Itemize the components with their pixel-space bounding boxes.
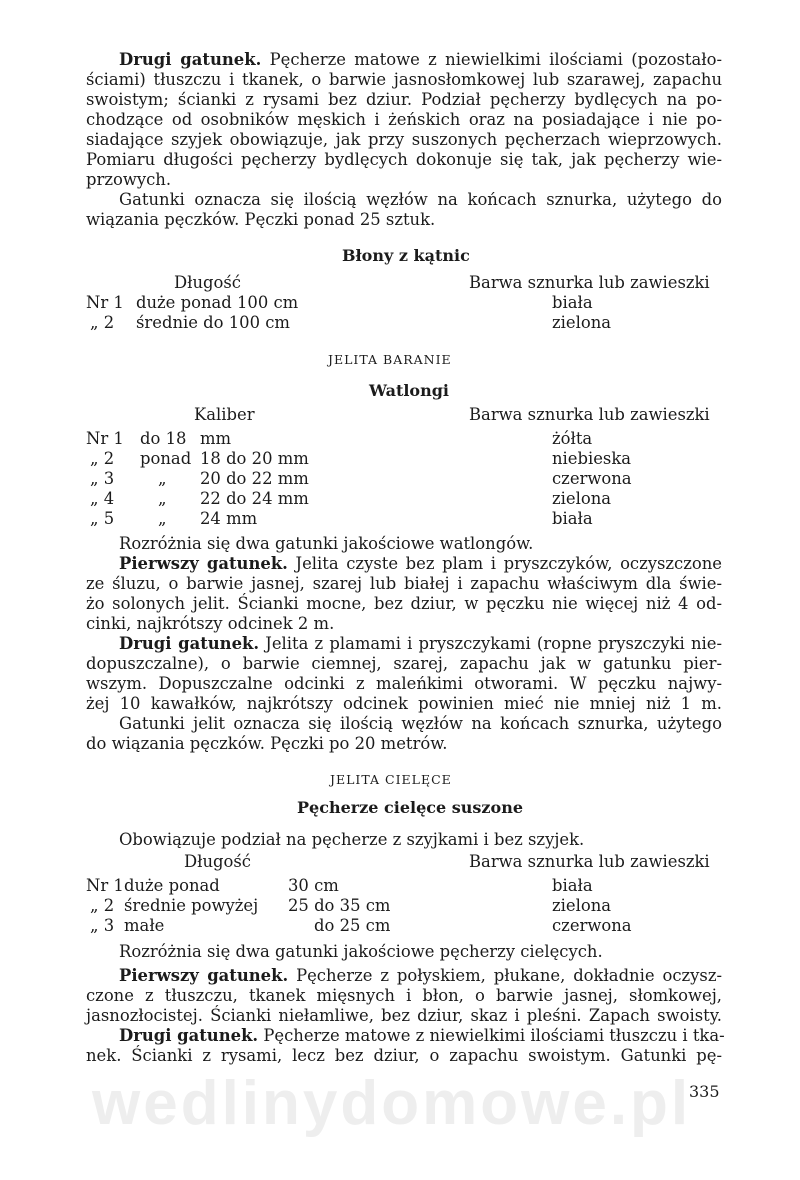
text-line: Drugi gatunek. Jelita z plamami i pryszczykami (ropne pryszczyki nie- (119, 634, 722, 653)
page-number: 335 (689, 1082, 720, 1101)
row-number: „ 5 (90, 509, 115, 528)
text-line: siadające szyjek obowiązuje, jak przy suszonych pęcherzach wieprzowych. (86, 130, 722, 149)
row-description: duże ponad 100 cm (136, 293, 299, 312)
row-range-b: mm (200, 429, 232, 448)
row-number: Nr 1 (86, 876, 124, 895)
row-color: zielona (552, 896, 612, 915)
watermark: wedlinydomowe.pl (92, 1069, 692, 1138)
text-line: Pomiaru długości pęcherzy bydlęcych dokonuje się tak, jak pęcherzy wie- (86, 150, 722, 169)
row-range: do 25 cm (314, 916, 391, 935)
row-range-b: 18 do 20 mm (200, 449, 309, 468)
text-line: wszym. Dopuszczalne odcinki z maleńkimi otworami. W pęczku najwy- (86, 674, 722, 693)
row-number: „ 3 (90, 916, 115, 935)
text-line: cinki, najkrótszy odcinek 2 m. (86, 614, 335, 633)
row-range-b: 22 do 24 mm (200, 489, 309, 508)
text-line: Obowiązuje podział na pęcherze z szyjkami i bez szyjek. (119, 830, 585, 849)
text-line: swoistym; ścianki z rysami bez dziur. Podział pęcherzy bydlęcych na po- (86, 90, 722, 109)
row-range-a: ponad (140, 449, 192, 468)
row-number: „ 2 (90, 896, 115, 915)
row-range-b: 20 do 22 mm (200, 469, 309, 488)
row-number: „ 3 (90, 469, 115, 488)
column-header-string-color: Barwa sznurka lub zawieszki (469, 852, 710, 871)
text-line: Drugi gatunek. Pęcherze matowe z niewielkimi ilościami tłuszczu i tka- (119, 1026, 725, 1045)
column-header-string-color: Barwa sznurka lub zawieszki (469, 405, 710, 424)
row-color: czerwona (552, 916, 632, 935)
row-range-b: 24 mm (200, 509, 258, 528)
column-header-string-color: Barwa sznurka lub zawieszki (469, 273, 710, 292)
row-number: Nr 1 (86, 293, 124, 312)
row-color: biała (552, 509, 593, 528)
text-line: jasnozłocistej. Ścianki niełamliwe, bez dziur, skaz i pleśni. Zapach swoisty. (86, 1006, 722, 1025)
text-line: Drugi gatunek. Pęcherze matowe z niewielkimi ilościami (pozostało- (119, 50, 722, 69)
row-color: czerwona (552, 469, 632, 488)
row-size: duże ponad (124, 876, 220, 895)
column-header-length: Długość (184, 852, 251, 871)
row-size: małe (124, 916, 165, 935)
text-line: przowych. (86, 170, 172, 189)
text-line: nek. Ścianki z rysami, lecz bez dziur, o zapachu swoistym. Gatunki pę- (86, 1046, 722, 1065)
row-range-a: „ (158, 469, 167, 488)
row-color: biała (552, 293, 593, 312)
text-line: żej 10 kawałków, najkrótszy odcinek powinien mieć nie mniej niż 1 m. (86, 694, 722, 713)
heading-pecherze-cielece-suszone: Pęcherze cielęce suszone (297, 798, 523, 817)
section-title-jelita-baranie: JELITA BARANIE (328, 352, 452, 367)
row-description: średnie do 100 cm (136, 313, 290, 332)
section-title-jelita-cielece: JELITA CIELĘCE (330, 772, 452, 787)
row-number: „ 2 (90, 313, 115, 332)
text-line: czone z tłuszczu, tkanek mięsnych i błon, o barwie jasnej, słomkowej, (86, 986, 722, 1005)
column-header-length: Długość (174, 273, 241, 292)
text-line: dopuszczalne), o barwie ciemnej, szarej, zapachu jak w gatunku pier- (86, 654, 722, 673)
heading-blony-z-katnic: Błony z kątnic (342, 246, 470, 265)
row-color: żółta (552, 429, 593, 448)
row-number: „ 4 (90, 489, 115, 508)
text-line: Rozróżnia się dwa gatunki jakościowe pęcherzy cielęcych. (119, 942, 603, 961)
text-line: Pierwszy gatunek. Pęcherze z połyskiem, płukane, dokładnie oczysz- (119, 966, 722, 985)
row-number: Nr 1 (86, 429, 124, 448)
row-number: „ 2 (90, 449, 115, 468)
text-line: wiązania pęczków. Pęczki ponad 25 sztuk. (86, 210, 436, 229)
row-range-a: „ (158, 509, 167, 528)
text-line: Gatunki jelit oznacza się ilością węzłów na końcach sznurka, użytego (119, 714, 722, 733)
text-line: żo solonych jelit. Ścianki mocne, bez dziur, w pęczku nie więcej niż 4 od- (86, 594, 722, 613)
text-line: Gatunki oznacza się ilością węzłów na końcach sznurka, użytego do (119, 190, 722, 209)
row-range-a: „ (158, 489, 167, 508)
row-range: 30 cm (288, 876, 339, 895)
heading-watlongi: Watlongi (369, 381, 449, 400)
column-header-caliber: Kaliber (194, 405, 255, 424)
row-color: zielona (552, 489, 612, 508)
row-size: średnie powyżej (124, 896, 259, 915)
text-line: chodzące od osobników męskich i żeńskich oraz na posiadające i nie po- (86, 110, 722, 129)
text-line: ze śluzu, o barwie jasnej, szarej lub białej i zapachu właściwym dla świe- (86, 574, 722, 593)
row-range: 25 do 35 cm (288, 896, 391, 915)
row-color: zielona (552, 313, 612, 332)
text-line: Rozróżnia się dwa gatunki jakościowe watlongów. (119, 534, 534, 553)
row-range-a: do 18 (140, 429, 187, 448)
row-color: niebieska (552, 449, 632, 468)
text-line: do wiązania pęczków. Pęczki po 20 metrów. (86, 734, 448, 753)
text-line: ściami) tłuszczu i tkanek, o barwie jasnosłomkowej lub szarawej, zapachu (86, 70, 722, 89)
row-color: biała (552, 876, 593, 895)
text-line: Pierwszy gatunek. Jelita czyste bez plam i pryszczyków, oczyszczone (119, 554, 722, 573)
